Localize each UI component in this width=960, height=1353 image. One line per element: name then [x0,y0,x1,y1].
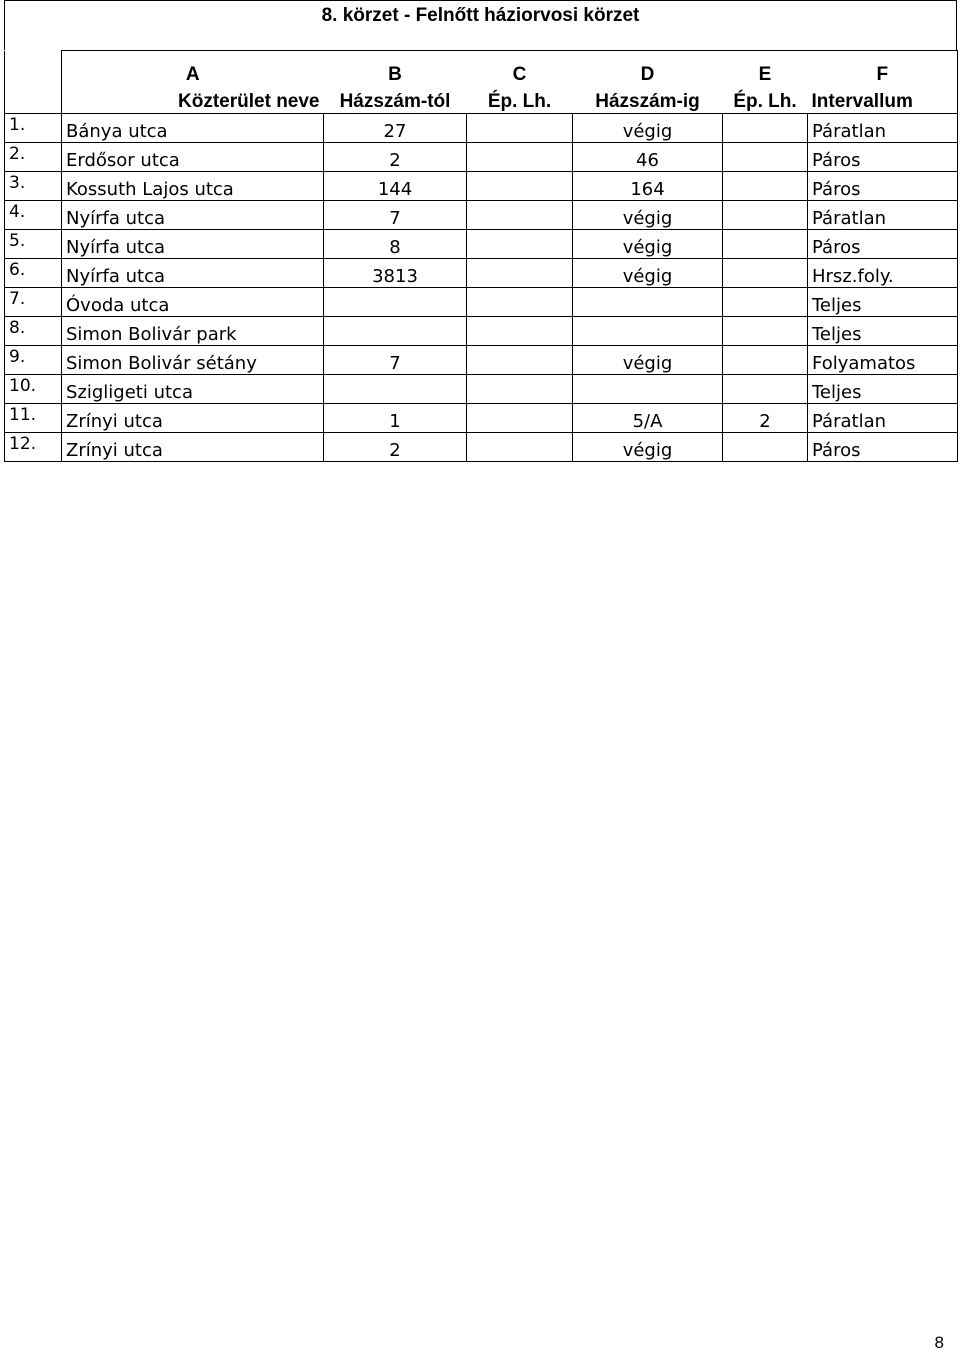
table-cell: Teljes [808,375,958,404]
table-cell: végig [573,433,723,462]
table-cell: végig [573,114,723,143]
table-cell: 2 [723,404,808,433]
table-row [5,230,958,259]
table-cell: Óvoda utca [62,288,324,317]
district-sheet [4,0,957,462]
table-cell: Folyamatos [808,346,958,375]
table-row [5,433,958,462]
table-cell: Páros [808,433,958,462]
table-row [5,404,958,433]
table-cell: Páratlan [808,404,958,433]
table-cell: 1 [324,404,467,433]
table-row [5,172,958,201]
table-cell [324,317,467,346]
column-letter: C [467,51,573,86]
column-letter: D [573,51,723,86]
column-header: Házszám-tól [339,91,451,112]
table-cell: Nyírfa utca [62,230,324,259]
table-cell: Páros [808,143,958,172]
column-header: Házszám-ig [595,91,700,112]
table-cell [467,433,573,462]
table-cell [467,404,573,433]
row-number: 4. [5,201,62,230]
table-cell: Nyírfa utca [62,201,324,230]
table-cell [324,375,467,404]
table-cell [467,172,573,201]
table-cell: 8 [324,230,467,259]
table-cell [467,114,573,143]
table-row [5,346,958,375]
document-title: 8. körzet - Felnőtt háziorvosi körzet [4,0,957,50]
table-cell: végig [573,259,723,288]
table-cell: Zrínyi utca [62,404,324,433]
column-letter: E [723,51,808,86]
table-row [5,201,958,230]
table-cell [467,375,573,404]
table-cell: 7 [324,346,467,375]
table-cell: végig [573,201,723,230]
table-cell [573,288,723,317]
table-cell: végig [573,230,723,259]
row-number: 12. [5,433,62,462]
table-cell: Teljes [808,317,958,346]
table-cell [723,259,808,288]
table-cell: 7 [324,201,467,230]
table-cell [467,230,573,259]
row-number: 6. [5,259,62,288]
table-cell [573,375,723,404]
table-cell [573,317,723,346]
table-cell [723,114,808,143]
column-letter-row [5,51,958,86]
table-cell [467,288,573,317]
table-cell: Zrínyi utca [62,433,324,462]
column-header: Közterület neve [62,86,324,114]
table-cell [723,288,808,317]
table-cell [467,259,573,288]
row-number: 7. [5,288,62,317]
page-number: 8 [934,1333,944,1352]
table-cell: 27 [324,114,467,143]
table-cell: végig [573,346,723,375]
row-number: 8. [5,317,62,346]
table-cell: Szigligeti utca [62,375,324,404]
table-cell: 164 [573,172,723,201]
table-cell: Simon Bolivár sétány [62,346,324,375]
column-letter: A [62,51,324,86]
table-row [5,375,958,404]
table-cell [723,230,808,259]
column-header: Ép. Lh. [733,91,797,112]
table-cell: 46 [573,143,723,172]
row-number: 3. [5,172,62,201]
row-number: 1. [5,114,62,143]
column-header-row [5,86,958,114]
table-cell: Hrsz.foly. [808,259,958,288]
table-cell: Páros [808,172,958,201]
table-cell: Páratlan [808,201,958,230]
row-number: 5. [5,230,62,259]
row-number: 10. [5,375,62,404]
table-cell [324,288,467,317]
table-cell [467,317,573,346]
table-cell: Kossuth Lajos utca [62,172,324,201]
table-cell: Teljes [808,288,958,317]
table-row [5,317,958,346]
table-cell [723,433,808,462]
table-cell [723,143,808,172]
table-cell: Bánya utca [62,114,324,143]
column-letter: B [324,51,467,86]
table-row [5,114,958,143]
table-row [5,288,958,317]
column-letter: F [808,51,958,86]
table-cell: Páros [808,230,958,259]
street-table [4,50,958,462]
table-cell [723,346,808,375]
row-number: 9. [5,346,62,375]
table-cell: 2 [324,433,467,462]
table-cell: Simon Bolivár park [62,317,324,346]
table-cell: 5/A [573,404,723,433]
table-row [5,259,958,288]
row-number: 11. [5,404,62,433]
table-cell [467,201,573,230]
column-header: Ép. Lh. [487,91,552,112]
table-cell [467,346,573,375]
table-cell [467,143,573,172]
table-cell: 3813 [324,259,467,288]
table-cell: Nyírfa utca [62,259,324,288]
table-cell: Erdősor utca [62,143,324,172]
table-cell: 144 [324,172,467,201]
table-cell [723,172,808,201]
table-cell: 2 [324,143,467,172]
table-cell [723,317,808,346]
table-cell [723,201,808,230]
row-number: 2. [5,143,62,172]
table-body [5,114,958,462]
table-cell [723,375,808,404]
column-header: Intervallum [808,86,958,114]
table-cell: Páratlan [808,114,958,143]
table-row [5,143,958,172]
